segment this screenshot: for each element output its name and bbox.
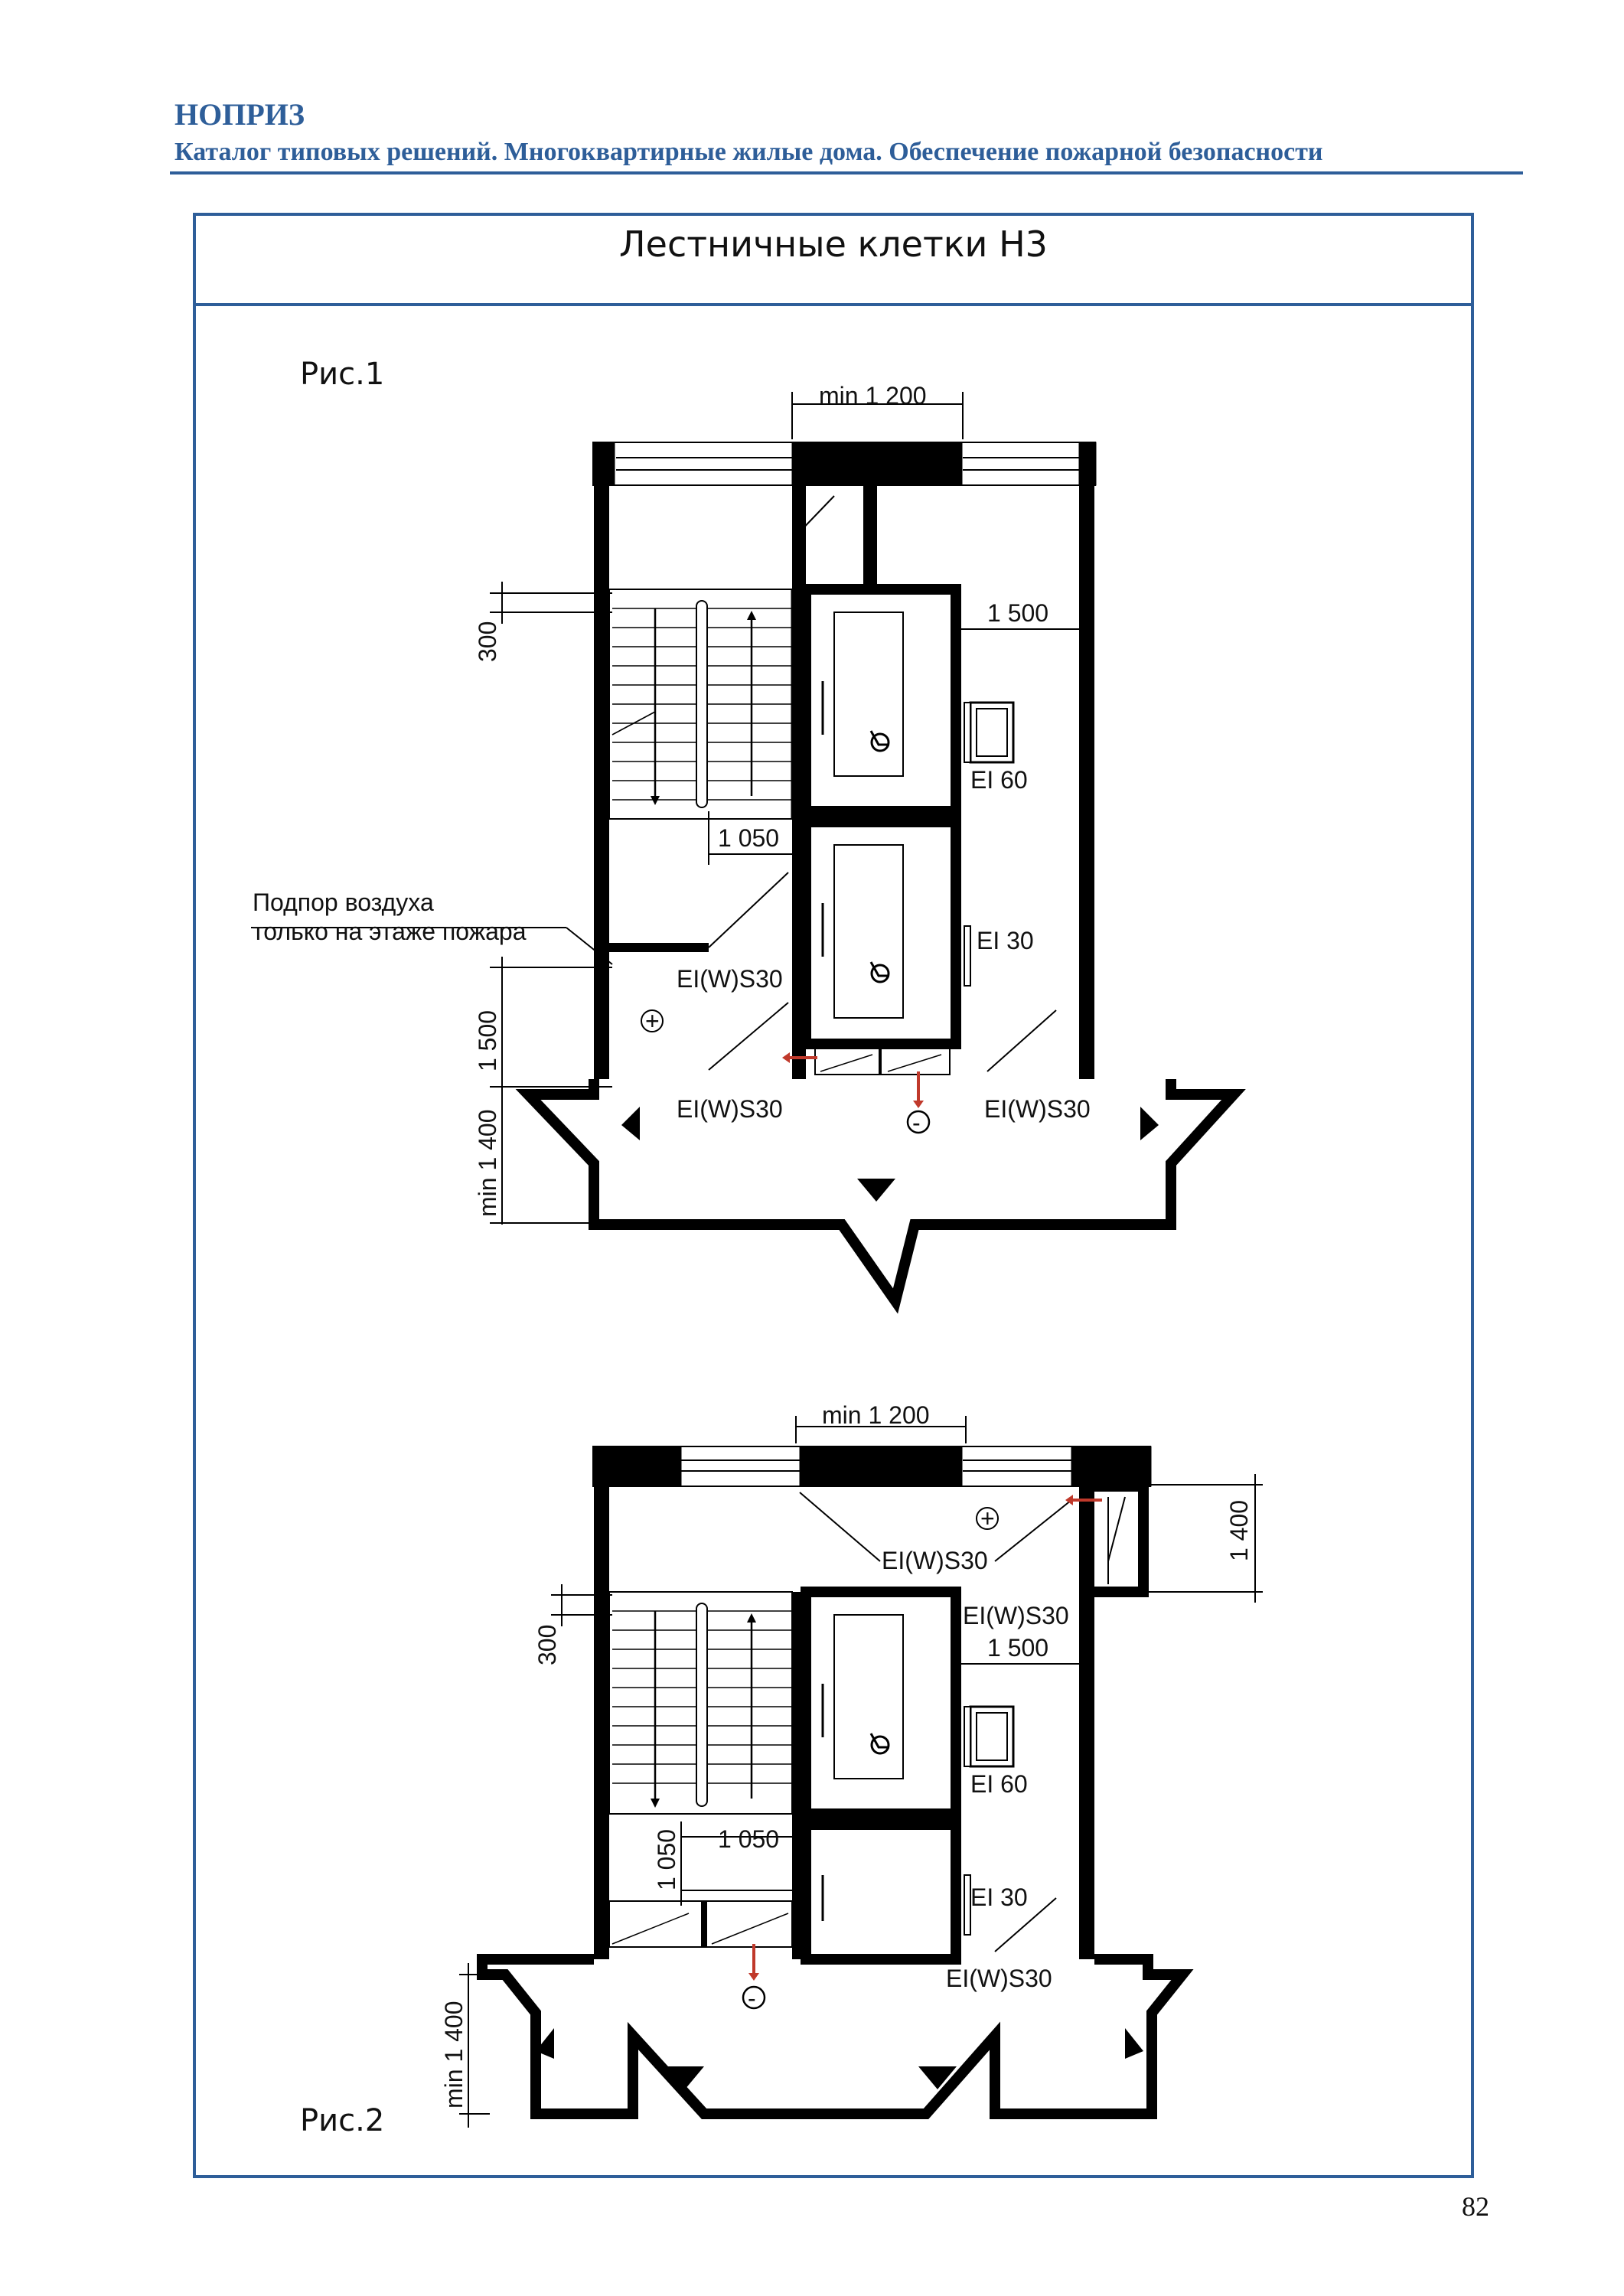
fig2-ei30: EI 30 <box>970 1883 1028 1911</box>
fig1-plus: + <box>645 1007 660 1035</box>
fig1-dim-1500-right: 1 500 <box>987 599 1049 627</box>
fig2-dim-1500: 1 500 <box>987 1634 1049 1662</box>
fig1-door-inner: EI(W)S30 <box>677 965 783 993</box>
fig1-note-line1: Подпор воздуха <box>253 889 434 916</box>
fig1-dim-1400: min 1 400 <box>474 1109 501 1217</box>
fig1-ei60: EI 60 <box>970 766 1028 794</box>
fig2-dim-300: 300 <box>533 1624 561 1665</box>
fig2-dim-1400-right: 1 400 <box>1225 1499 1253 1561</box>
fig2-door-bottom: EI(W)S30 <box>946 1965 1052 1992</box>
fig2-dim-top: min 1 200 <box>822 1401 930 1429</box>
fig2-dim-1050-v: 1 050 <box>653 1828 680 1890</box>
fig2-door-lift: EI(W)S30 <box>963 1602 1069 1629</box>
fig1-door-right: EI(W)S30 <box>984 1095 1091 1123</box>
fig1-dim-1500-left: 1 500 <box>474 1009 501 1071</box>
fig2-door-top: EI(W)S30 <box>882 1547 988 1574</box>
fig2-ei60: EI 60 <box>970 1770 1028 1798</box>
fig2-dim-1050-h: 1 050 <box>718 1825 780 1853</box>
sheet-title: Лестничные клетки Н3 <box>619 223 1048 265</box>
fig1-door-left: EI(W)S30 <box>677 1095 783 1123</box>
fig1-ei30: EI 30 <box>977 927 1034 954</box>
fig1-dim-300: 300 <box>474 621 501 662</box>
fig2-minus: - <box>748 1985 756 2012</box>
header-org: НОПРИЗ <box>174 97 305 132</box>
page-number: 82 <box>1462 2191 1489 2222</box>
fig2-labels <box>440 1401 1253 2108</box>
fig1-label: Рис.1 <box>300 357 385 392</box>
fig1-dim-top: min 1 200 <box>819 382 927 409</box>
fig1-dim-1050: 1 050 <box>718 824 780 852</box>
fig1-minus: - <box>912 1109 921 1137</box>
fig1-note-line2: только на этаже пожара <box>253 918 527 945</box>
fig2-dim-1400: min 1 400 <box>440 2001 468 2108</box>
header-subtitle: Каталог типовых решений. Многоквартирные жилые дома. Обеспечение пожарной безопасности <box>174 138 1323 166</box>
fig2-plan <box>459 1416 1263 2128</box>
fig2-plus: + <box>980 1505 995 1532</box>
fig2-label: Рис.2 <box>300 2103 385 2138</box>
